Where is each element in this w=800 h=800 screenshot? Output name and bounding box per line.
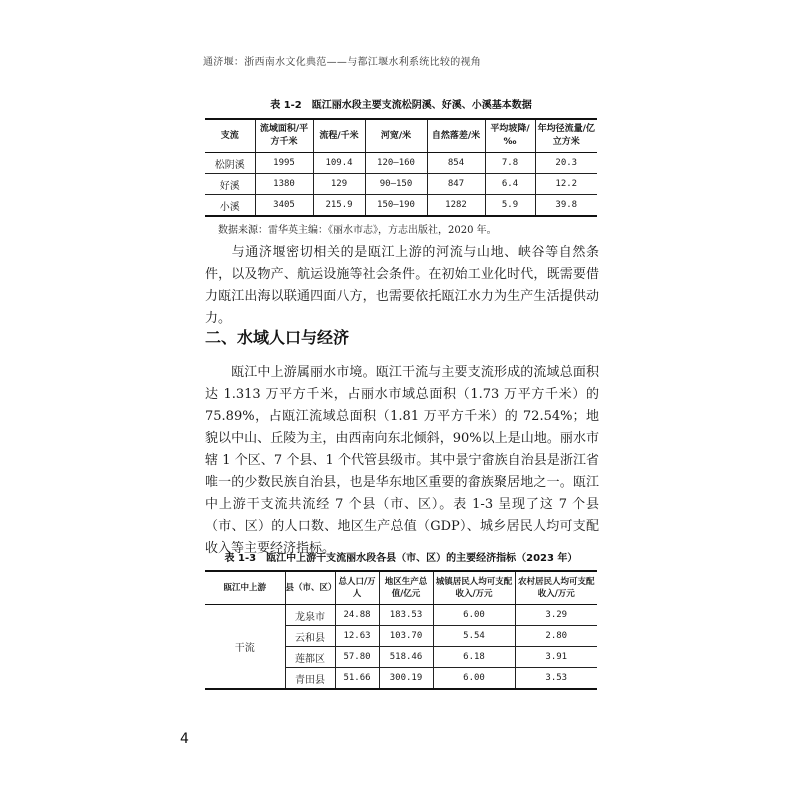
column-header: 流程/千米 [313, 119, 365, 153]
column-header: 河宽/米 [365, 119, 427, 153]
column-header: 自然落差/米 [427, 119, 485, 153]
table-1-2 [205, 118, 597, 217]
column-header: 县（市、区） [285, 571, 335, 605]
table-cell: 2.80 [515, 626, 597, 647]
table-cell: 215.9 [313, 195, 365, 217]
table-cell: 7.8 [485, 153, 535, 174]
column-header: 城镇居民人均可支配收入/万元 [433, 571, 515, 605]
table-cell: 3.29 [515, 605, 597, 626]
table-cell: 云和县 [285, 626, 335, 647]
table-source-note: 数据来源：雷华英主编：《丽水市志》，方志出版社，2020 年。 [218, 225, 497, 236]
table-1-3-caption [205, 549, 597, 564]
table-cell: 小溪 [205, 195, 255, 217]
table-cell: 5.54 [433, 626, 515, 647]
table-cell: 90—150 [365, 174, 427, 195]
table-cell: 57.80 [335, 647, 379, 668]
table-cell: 青田县 [285, 668, 335, 690]
table-header-row [205, 571, 597, 605]
table-1-2-caption [205, 96, 597, 111]
table-1-3-title: 瓯江中上游干支流丽水段各县（市、区）的主要经济指标（2023 年） [266, 553, 578, 564]
body-paragraph [205, 362, 599, 560]
table-cell: 51.66 [335, 668, 379, 690]
table-1-3-number: 表 1-3 [224, 553, 257, 564]
table-cell: 6.18 [433, 647, 515, 668]
table-cell: 松阴溪 [205, 153, 255, 174]
column-header: 流域面积/平方千米 [255, 119, 313, 153]
column-header: 年均径流量/亿立方米 [535, 119, 597, 153]
table-cell: 1282 [427, 195, 485, 217]
table-cell: 3.91 [515, 647, 597, 668]
paragraph-text: 瓯江中上游属丽水市境。瓯江干流与主要支流形成的流域总面积达 1.313 万平方千米，占丽水市域总面积（1.73 万平方千米）的 75.89%，占瓯江流域总面积（1.81 万平方千米）的 72.54%；地貌以中山、丘陵为主，由西南向东北倾斜，90%以上是山地。丽水市辖 1 个区、7 个县、1 个代管县级市。其中景宁畲族自治县是浙江省唯一的少数民族自治县，也是华东地区重要的畲族聚居地之一。瓯江中上游干支流共流经 7 个县（市、区）。表 1-3 呈现了这 7 个县（市、区）的人口数、地区生产总值（GDP）、城乡居民人均可支配收入等主要经济指标。 [205, 365, 599, 556]
table-1-2-title: 瓯江丽水段主要支流松阴溪、好溪、小溪基本数据 [311, 100, 532, 111]
table-row [205, 153, 597, 174]
running-header: 通济堰：浙西南水文化典范——与都江堰水利系统比较的视角 [203, 57, 482, 68]
table-header-row [205, 119, 597, 153]
row-group-label: 干流 [205, 605, 285, 690]
table-1-2-number: 表 1-2 [270, 100, 302, 111]
table-cell: 6.00 [433, 605, 515, 626]
section-heading: 二、水域人口与经济 [205, 328, 350, 347]
table-row [205, 605, 597, 626]
table-cell: 854 [427, 153, 485, 174]
table-cell: 20.3 [535, 153, 597, 174]
column-header: 瓯江中上游 [205, 571, 285, 605]
table-cell: 39.8 [535, 195, 597, 217]
column-header: 总人口/万人 [335, 571, 379, 605]
table-cell: 好溪 [205, 174, 255, 195]
table-row [205, 195, 597, 217]
table-cell: 120—160 [365, 153, 427, 174]
table-cell: 183.53 [379, 605, 433, 626]
table-cell: 103.70 [379, 626, 433, 647]
table-cell: 6.00 [433, 668, 515, 690]
table-cell: 12.63 [335, 626, 379, 647]
table-cell: 150—190 [365, 195, 427, 217]
table-cell: 1380 [255, 174, 313, 195]
table-cell: 300.19 [379, 668, 433, 690]
column-header: 农村居民人均可支配收入/万元 [515, 571, 597, 605]
body-paragraph [205, 242, 599, 330]
column-header: 平均坡降/‰ [485, 119, 535, 153]
table-cell: 847 [427, 174, 485, 195]
table-cell: 129 [313, 174, 365, 195]
table-cell: 518.46 [379, 647, 433, 668]
table-cell: 3405 [255, 195, 313, 217]
table-cell: 莲都区 [285, 647, 335, 668]
table-cell: 109.4 [313, 153, 365, 174]
table-row [205, 174, 597, 195]
table-cell: 24.88 [335, 605, 379, 626]
table-1-3 [205, 570, 597, 690]
paragraph-text: 与通济堰密切相关的是瓯江上游的河流与山地、峡谷等自然条件，以及物产、航运设施等社会条件。在初始工业化时代，既需要借力瓯江出海以联通四面八方，也需要依托瓯江水力为生产生活提供动力。 [205, 245, 599, 326]
table-cell: 6.4 [485, 174, 535, 195]
table-cell: 龙泉市 [285, 605, 335, 626]
table-cell: 3.53 [515, 668, 597, 690]
column-header: 支流 [205, 119, 255, 153]
table-cell: 1995 [255, 153, 313, 174]
table-cell: 12.2 [535, 174, 597, 195]
column-header: 地区生产总值/亿元 [379, 571, 433, 605]
table-cell: 5.9 [485, 195, 535, 217]
page-number: 4 [180, 731, 189, 747]
